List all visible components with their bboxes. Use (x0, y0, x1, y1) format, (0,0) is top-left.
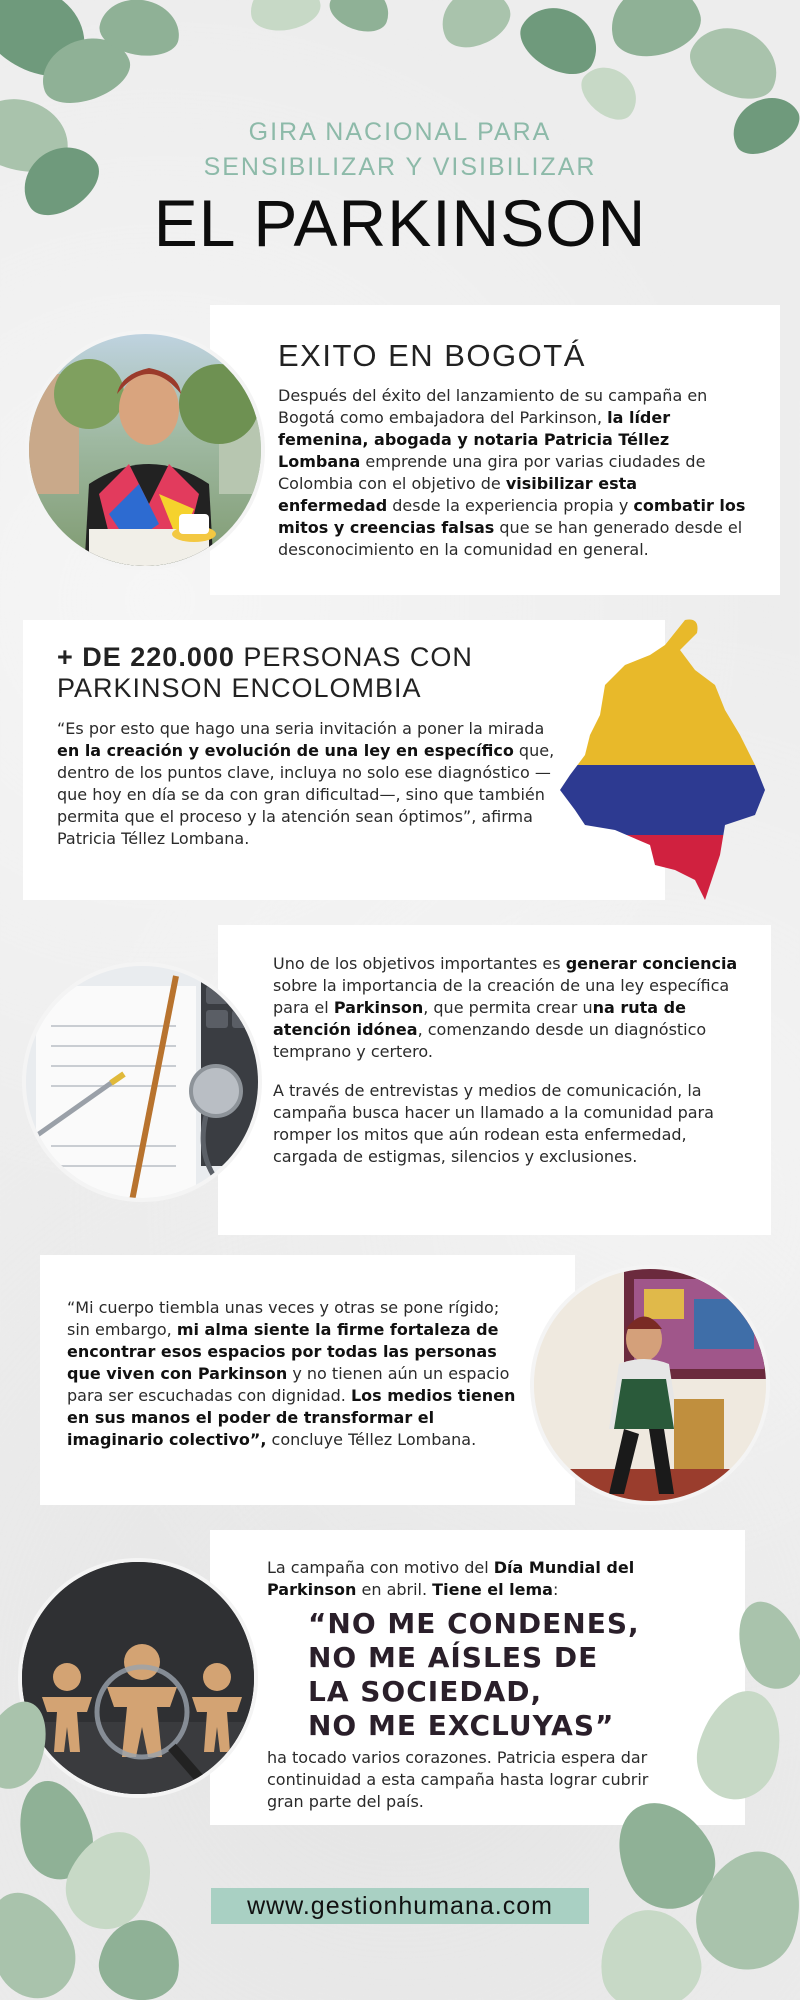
section-quote-card (40, 1255, 575, 1505)
awareness-text-2: A través de entrevistas y medios de comunicación, la campaña busca hacer un llamado a la comunidad para romper los mitos que aún rodean esta enfermedad, cargada de estigmas, silencios y exclusiones. (273, 1081, 714, 1166)
section-bogota-card (210, 305, 780, 595)
campaign-slogan-line-4: NO ME EXCLUYAS” (308, 1709, 615, 1742)
photo-patricia-seated (530, 1265, 770, 1505)
section-campaign-card (210, 1530, 745, 1825)
quote-text: “Mi cuerpo tiembla unas veces y otras se pone rígido; sin embargo, mi alma siente la firme fortaleza de encontrar esos espacios por todas las personas que viven con Parkinson y no tienen aún un espacio para ser escuchadas con dignidad. Los medios tienen en sus manos el poder de transformar el imaginario colectivo”, concluye Téllez Lombana. (67, 1298, 516, 1449)
photo-medical-document (22, 962, 262, 1202)
section-bogota-title: EXITO EN BOGOTÁ (278, 338, 586, 373)
website-link[interactable]: www.gestionhumana.com (247, 1892, 553, 1920)
section-bogota-text: Después del éxito del lanzamiento de su campaña en Bogotá como embajadora del Parkinson, la líder femenina, abogada y notaria Patricia Téllez Lombana emprende una gira por varias ciudades de Colombia con el objetivo de visibilizar esta enfermedad desde la experiencia propia y combatir los mitos y creencias falsas que se han generado desde el desconocimiento en la comunidad en general. (278, 386, 746, 559)
campaign-intro: La campaña con motivo del Día Mundial del Parkinson en abril. Tiene el lema: (267, 1558, 635, 1599)
section-awareness-card (218, 925, 771, 1235)
colombia-flag-map (555, 615, 770, 905)
photo-wooden-figures (18, 1558, 258, 1798)
campaign-slogan-line-1: “NO ME CONDENES, (308, 1607, 640, 1640)
statistics-title: + DE 220.000 PERSONAS CON PARKINSON ENCOLOMBIA (57, 642, 473, 703)
header-line-1: GIRA NACIONAL PARA (248, 118, 552, 146)
page-title: EL PARKINSON (153, 186, 647, 260)
awareness-text-1: Uno de los objetivos importantes es generar conciencia sobre la importancia de la creación de una ley específica para el Parkinson, que permita crear una ruta de atención idónea, comenzando desde un diagnóstico temprano y certero. (273, 954, 738, 1061)
campaign-closing: ha tocado varios corazones. Patricia espera dar continuidad a esta campaña hasta lograr cubrir gran parte del país. (267, 1748, 649, 1811)
photo-patricia-portrait (25, 330, 265, 570)
statistics-text: “Es por esto que hago una seria invitación a poner la mirada en la creación y evolución de una ley en específico que, dentro de los puntos clave, incluya no solo ese diagnóstico —que hoy en día se da con gran dificultad—, sino que también permita que el proceso y la atención sean óptimos”, afirma Patricia Téllez Lombana. (57, 719, 555, 848)
header-line-2: SENSIBILIZAR Y VISIBILIZAR (203, 153, 597, 181)
campaign-slogan-line-2: NO ME AÍSLES DE (308, 1641, 599, 1674)
campaign-slogan-line-3: LA SOCIEDAD, (308, 1675, 543, 1708)
